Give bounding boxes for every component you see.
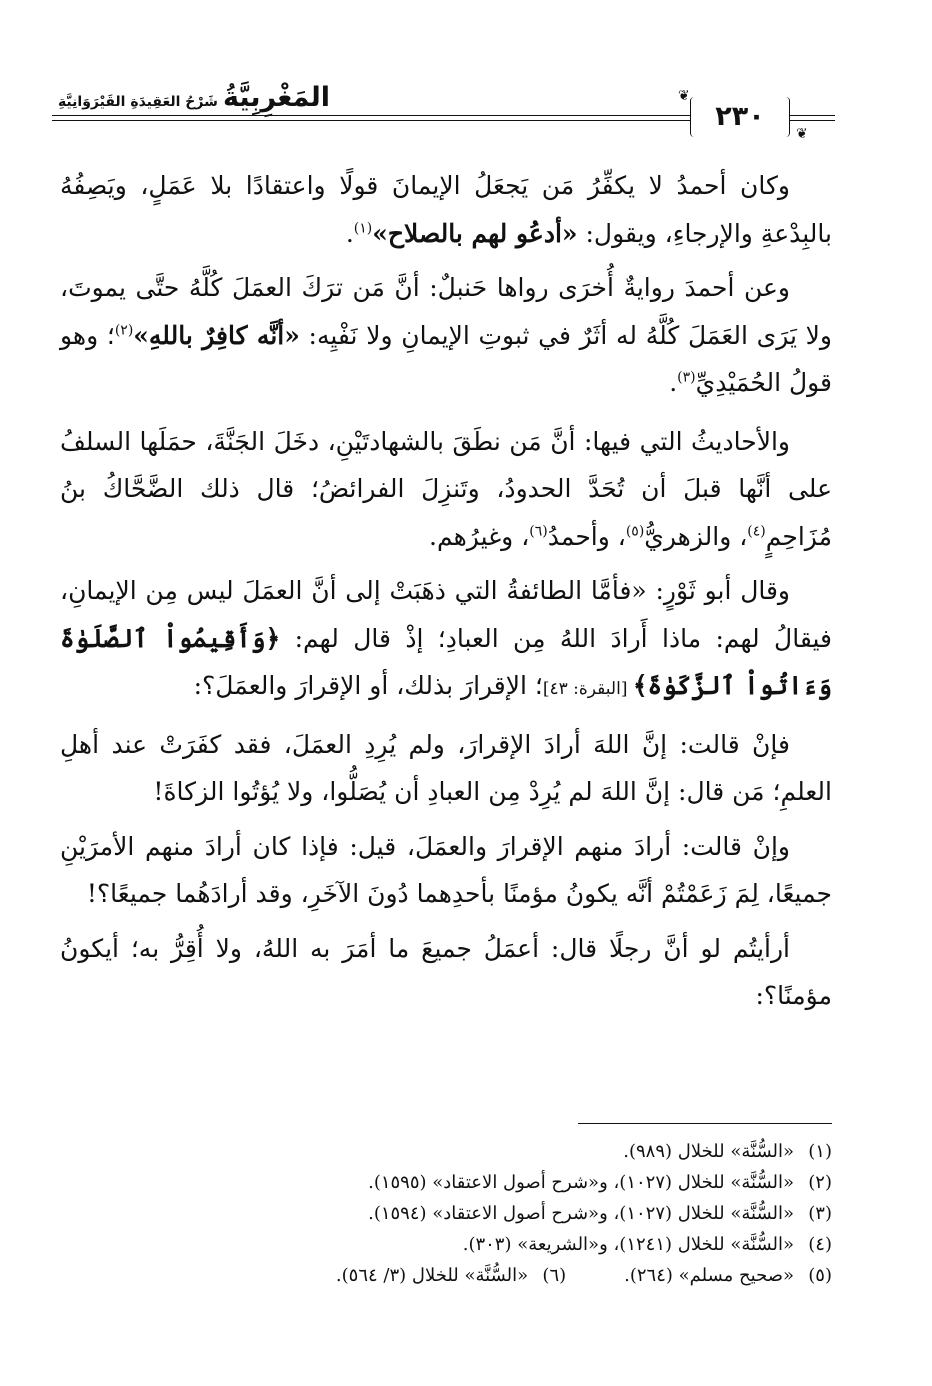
- running-title-main: المَغْرِبِيَّةُ: [222, 82, 331, 113]
- paragraph-text: وعن أحمدَ روايةٌ أُخرَى رواها حَنبلٌ: أنَّ مَن ترَكَ العمَلَ كُلَّهُ حتَّى يموتَ، ولا يَرَى العَمَلَ كُلَّهُ له أثَرٌ في ثبوتِ الإيمانِ ولا نَفْيِه:: [60, 273, 832, 350]
- footnote-marker: (٥): [625, 523, 645, 540]
- footnote-text: «السُّنَّة» للخلال (٣/ ٥٦٤).: [335, 1265, 529, 1286]
- footnote-text: «السُّنَّة» للخلال (٩٨٩).: [623, 1141, 794, 1162]
- paragraph: [60, 721, 832, 816]
- paragraph: [60, 162, 832, 257]
- footnote-number: (٦): [542, 1265, 567, 1286]
- footnote-number: (٥): [808, 1265, 832, 1286]
- footnote-marker: (٣): [677, 369, 696, 386]
- footnote-marker: (٢): [114, 322, 134, 339]
- page-number: ٢٣٠: [715, 101, 765, 132]
- footnote: [336, 1260, 566, 1291]
- paragraph-text: أرأيتُم لو أنَّ رجلًا قال: أعمَلُ جميعَ ما أمَرَ به اللهُ، ولا أُقِرُّ به؛ أيكونُ مؤمنًا؟:: [60, 933, 832, 1010]
- paragraph: [60, 925, 832, 1020]
- quotation: «أدعُو لهم بالصلاح»: [372, 218, 578, 248]
- footnote-text: «صحيح مسلم» (٢٦٤).: [624, 1265, 794, 1286]
- quran-verse: ﴿وَأَقِيمُواْ ٱلصَّلَوٰةَ وَءَاتُواْ ٱلزَّكَوٰةَ﴾: [60, 623, 832, 700]
- paragraph-text: .: [669, 368, 678, 397]
- footnotes: [60, 1136, 832, 1291]
- paragraph-text: ، والزهريُّ: [644, 521, 748, 551]
- page-header: [0, 70, 932, 150]
- paragraph-text: ، وأحمدُ: [547, 521, 626, 551]
- paragraph: [60, 264, 832, 407]
- footnote-row: [60, 1167, 832, 1198]
- quotation: «أنَّه كافِرٌ باللهِ»: [133, 320, 300, 350]
- footnote-marker: (١): [353, 220, 373, 237]
- main-text: [60, 162, 832, 1027]
- footnote-marker: (٦): [529, 523, 548, 540]
- page-number-frame: [690, 97, 790, 137]
- footnote-number: (١): [808, 1141, 832, 1162]
- paragraph: [60, 823, 832, 918]
- paragraph-text: وكان أحمدُ لا يكفِّرُ مَن يَجعَلُ الإيمانَ قولًا واعتقادًا بلا عَمَلٍ، ويَصِفُهُ بالبِدْعةِ والإرجاءِ، ويقول:: [60, 171, 832, 248]
- paragraph-text: ؛ الإقرارَ بذلك، أو الإقرارَ والعمَلَ؟:: [193, 671, 543, 700]
- footnote: [368, 1167, 832, 1198]
- paragraph-text: والأحاديثُ التي فيها: أنَّ مَن نطَقَ بالشهادتَيْنِ، دخَلَ الجَنَّةَ، حمَلَها السلفُ على أنَّها قبلَ أن تُحَدَّ الحدودُ، وتَنزِلَ الفرائضُ؛ قال ذلك الضَّحَّاكُ بنُ مُزَاحِمٍ: [60, 426, 832, 551]
- paragraph-text: ، وغيرُهم.: [429, 521, 530, 551]
- paragraph-text: .: [345, 218, 354, 248]
- footnote-number: (٤): [808, 1234, 832, 1255]
- footnote-number: (٢): [808, 1172, 832, 1193]
- paragraph-text: ؛ وهو قولُ الحُمَيْدِيِّ: [60, 320, 832, 397]
- footnote-row: [60, 1136, 832, 1167]
- flourish-icon: ❦: [678, 88, 690, 104]
- footnote: [463, 1229, 832, 1260]
- footnote-row: [60, 1198, 832, 1229]
- footnote-row: [60, 1229, 832, 1260]
- footnote-text: «السُّنَّة» للخلال (١٢٤١)، و«الشريعة» (٣٠٣).: [462, 1234, 794, 1255]
- footnote-marker: (٤): [747, 523, 766, 540]
- footnote: [368, 1198, 832, 1229]
- paragraph-text: فإنْ قالت: إنَّ اللهَ أرادَ الإقرارَ، ولم يُرِدِ العمَلَ، فقد كفَرَتْ عند أهلِ العلمِ؛ مَن قال: إنَّ اللهَ لم يُرِدْ مِن العبادِ أن يُصَلُّوا، ولا يُؤتُوا الزكاةَ!: [60, 729, 832, 806]
- paragraph-text: وقال أبو ثَوْرٍ: «فأمَّا الطائفةُ التي ذهَبَتْ إلى أنَّ العمَلَ ليس مِن الإيمانِ، فيقالُ لهم: ماذا أَرادَ اللهُ مِن العبادِ؛ إذْ قال لهم:: [60, 576, 832, 653]
- footnote: [623, 1136, 832, 1167]
- paragraph-text: وإنْ قالت: أرادَ منهم الإقرارَ والعمَلَ، قيل: فإذا كان أرادَ منهم الأمرَيْنِ جميعًا، لِمَ زَعَمْتُمْ أنَّه يكونُ مؤمنًا بأحدِهما دُونَ الآخَرِ، وقد أرادَهُما جميعًا؟!: [60, 831, 832, 908]
- footnote: [624, 1260, 832, 1291]
- running-title-sub: شَرْحُ العَقِيدَةِ القَيْرَوَانِيَّةِ: [57, 94, 218, 110]
- paragraph: [60, 567, 832, 714]
- footnote-text: «السُّنَّة» للخلال (١٠٢٧)، و«شرح أصول الاعتقاد» (١٥٩٤).: [368, 1203, 794, 1224]
- footnote-row: [60, 1260, 832, 1291]
- flourish-icon: ❦: [796, 126, 808, 142]
- footnote-separator: [578, 1123, 832, 1124]
- running-title: [44, 82, 344, 113]
- footnote-number: (٣): [808, 1203, 832, 1224]
- footnote-text: «السُّنَّة» للخلال (١٠٢٧)، و«شرح أصول الاعتقاد» (١٥٩٥).: [368, 1172, 794, 1193]
- verse-reference: [البقرة: ٤٣]: [542, 679, 633, 699]
- paragraph: [60, 418, 832, 561]
